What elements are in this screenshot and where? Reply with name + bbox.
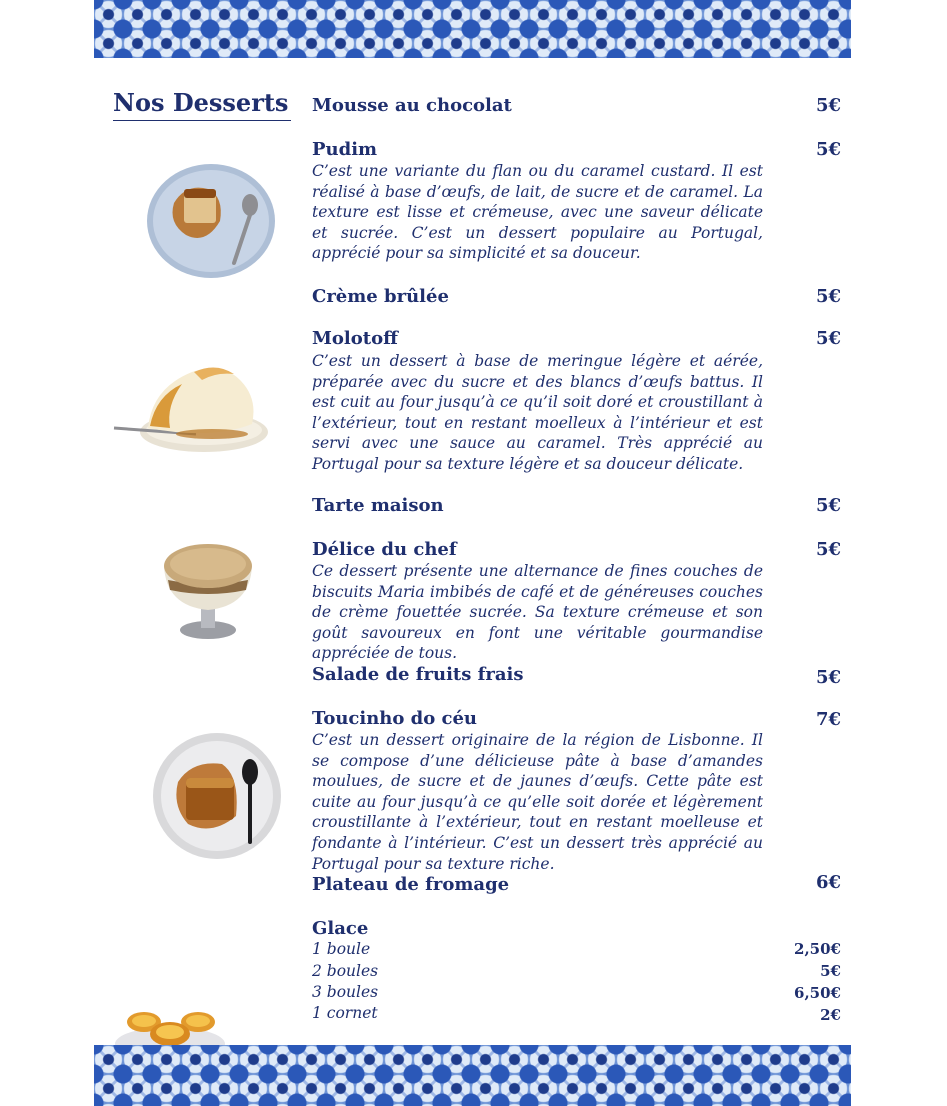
page-title: Nos Desserts bbox=[113, 86, 291, 121]
item-name-creme-brulee: Crème brûlée bbox=[312, 286, 449, 307]
glace-option-label: 2 boules bbox=[312, 962, 379, 980]
item-description-delice: Ce dessert présente une alternance de fines couches de biscuits Maria imbibés de café et de généreuses couches de crème fouettée sucrée. Sa texture crémeuse et son goût savoureux en font une véritable gourmandise appréciée de tous. bbox=[312, 562, 763, 663]
item-price-delice: 5€ bbox=[815, 539, 841, 560]
item-name-fromage: Plateau de fromage bbox=[312, 874, 510, 895]
item-price-mousse: 5€ bbox=[815, 95, 841, 116]
pudim-photo bbox=[146, 163, 276, 279]
item-name-pudim: Pudim bbox=[312, 139, 378, 160]
item-name-mousse: Mousse au chocolat bbox=[312, 95, 512, 116]
item-name-toucinho: Toucinho do céu bbox=[312, 708, 478, 729]
glace-option-price: 2,50€ bbox=[794, 940, 841, 958]
azulejo-border-bottom bbox=[94, 1045, 851, 1106]
item-name-glace: Glace bbox=[312, 918, 369, 939]
glace-option-price: 6,50€ bbox=[794, 984, 841, 1002]
molotoff-photo bbox=[112, 358, 272, 456]
item-name-tarte: Tarte maison bbox=[312, 495, 444, 516]
item-price-molotoff: 5€ bbox=[815, 328, 841, 349]
item-price-pudim: 5€ bbox=[815, 139, 841, 160]
delice-photo bbox=[158, 540, 258, 642]
glace-option-label: 1 cornet bbox=[312, 1004, 378, 1022]
glace-option-label: 3 boules bbox=[312, 983, 379, 1001]
item-name-molotoff: Molotoff bbox=[312, 328, 398, 349]
item-price-salade: 5€ bbox=[815, 667, 841, 688]
item-price-creme-brulee: 5€ bbox=[815, 286, 841, 307]
item-description-pudim: C’est une variante du flan ou du caramel custard. Il est réalisé à base d’œufs, de lait, de sucre et de caramel. La texture est lisse et crémeuse, avec une saveur délicate et sucrée. C’est un dessert populaire au Portugal, apprécié pour sa simplicité et sa douceur. bbox=[312, 162, 763, 263]
item-price-toucinho: 7€ bbox=[815, 709, 841, 730]
glace-option-price: 2€ bbox=[820, 1006, 841, 1024]
item-name-salade: Salade de fruits frais bbox=[312, 664, 524, 685]
azulejo-border-top bbox=[94, 0, 851, 58]
item-name-delice: Délice du chef bbox=[312, 539, 457, 560]
item-description-molotoff: C’est un dessert à base de meringue légère et aérée, préparée avec du sucre et des blancs d’œufs battus. Il est cuit au four jusqu’à ce qu’il soit doré et croustillant à l’extérieur, tout en restant moelleux à l’intérieur et est servi avec une sauce au caramel. Très apprécié au Portugal pour sa texture légère et sa douceur délicate. bbox=[312, 352, 763, 473]
item-price-fromage: 6€ bbox=[815, 872, 841, 893]
item-price-tarte: 5€ bbox=[815, 495, 841, 516]
glace-option-label: 1 boule bbox=[312, 940, 371, 958]
glace-option-price: 5€ bbox=[820, 962, 841, 980]
toucinho-photo bbox=[152, 732, 282, 860]
item-description-toucinho: C’est un dessert originaire de la région de Lisbonne. Il se compose d’une délicieuse pâte à base d’amandes moulues, de sucre et de jaunes d’œufs. Cette pâte est cuite au four jusqu’à ce qu’elle soit dorée et légèrement croustillante à l’extérieur, tout en restant moelleuse et fondante à l’intérieur. C’est un dessert très apprécié au Portugal pour sa texture riche. bbox=[312, 731, 763, 873]
